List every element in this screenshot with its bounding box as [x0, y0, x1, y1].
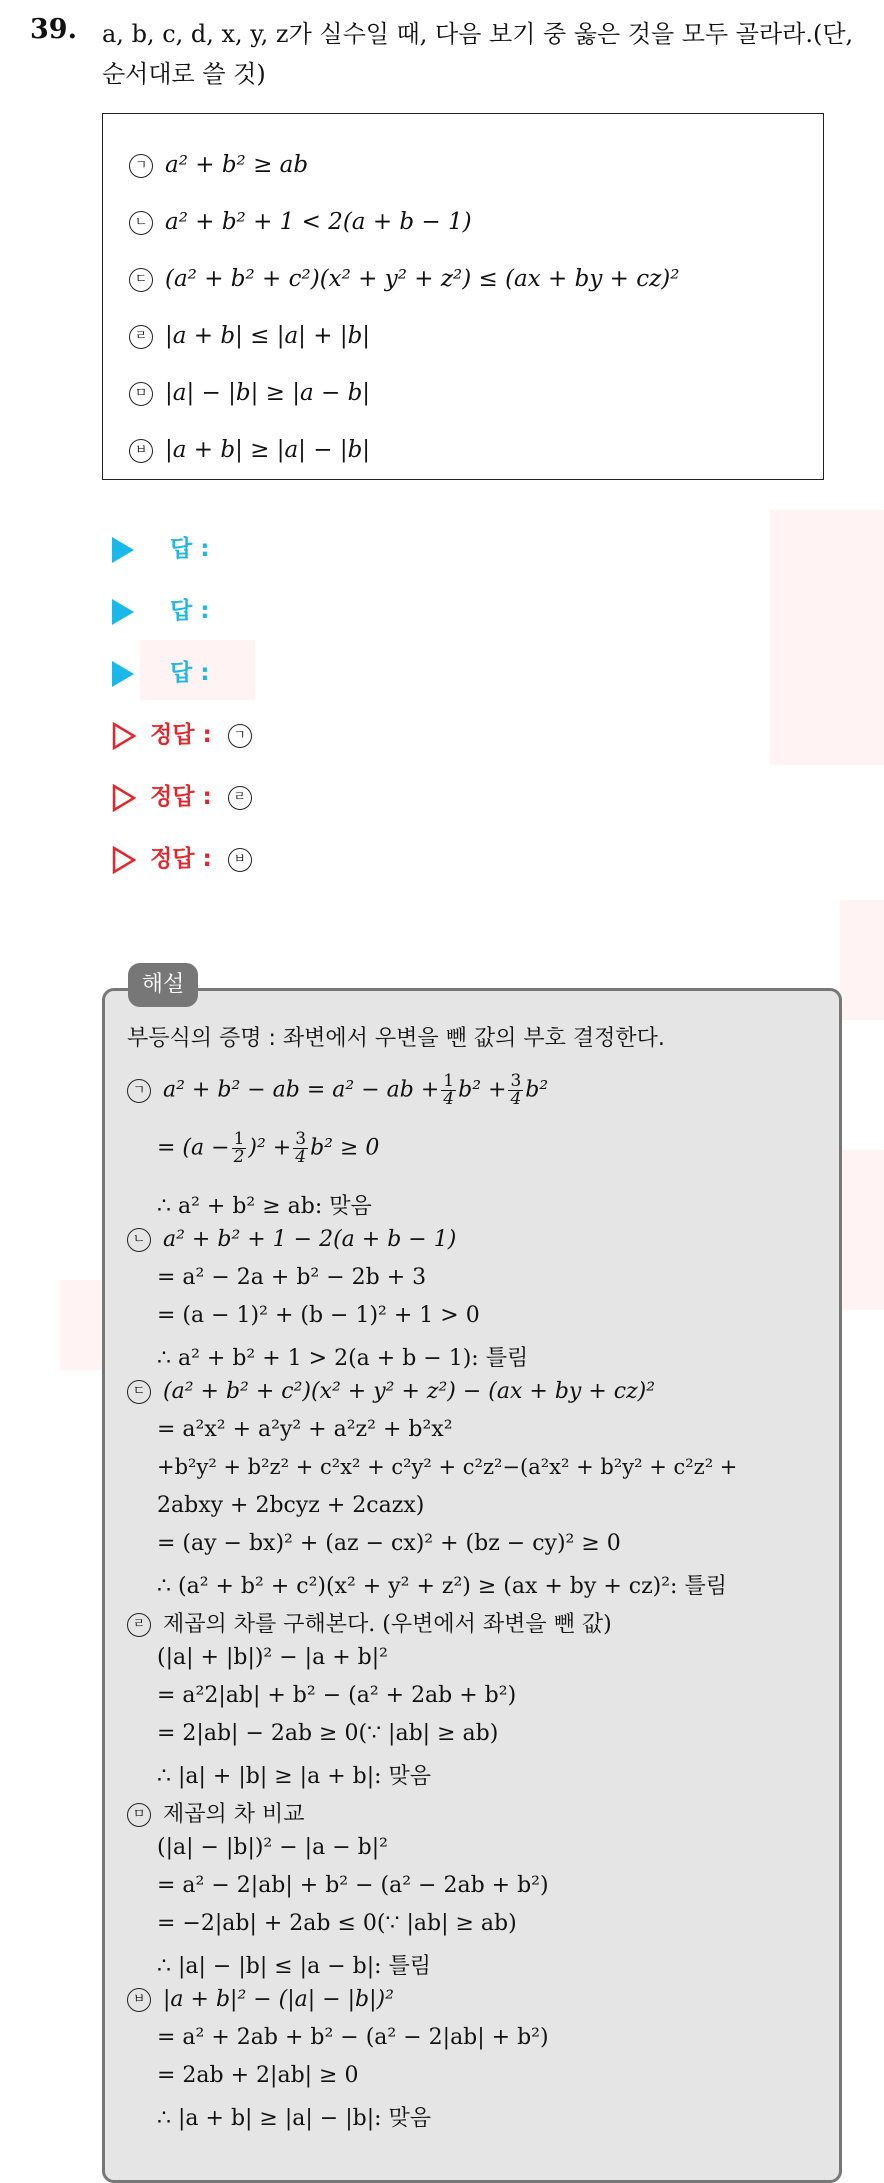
circle-marker-icon: ㄱ — [127, 1079, 151, 1103]
solution-box — [102, 988, 842, 2183]
solution-step-2-line-1 — [127, 1227, 456, 1252]
play-icon — [112, 661, 134, 687]
solution-step-4-line-3: = a²2|ab| + b² − (a² + 2ab + b²) — [157, 1683, 517, 1708]
choice-expr: a² + b² ≥ ab — [165, 152, 309, 178]
solution-step-6-line-1 — [127, 1987, 394, 2012]
answer-blank-label: 답 : — [170, 536, 210, 562]
choice-3 — [129, 266, 679, 292]
circle-marker-icon: ㅁ — [129, 382, 153, 406]
numerator: 1 — [443, 1071, 455, 1091]
circle-marker-icon: ㅂ — [127, 1988, 151, 2012]
math-text: (a² + b² + c²)(x² + y² + z²) − (ax + by + cz)² — [163, 1379, 656, 1404]
circle-marker-icon: ㄹ — [129, 325, 153, 349]
circle-marker-icon: ㄴ — [127, 1228, 151, 1252]
answer-blank-1[interactable] — [112, 530, 209, 563]
solution-step-1-line-1 — [127, 1073, 548, 1108]
fraction — [293, 1131, 308, 1166]
solution-step-5-line-4: = −2|ab| + 2ab ≤ 0(∵ |ab| ≥ ab) — [157, 1911, 517, 1936]
solution-step-5-line-5: ∴ |a| − |b| ≤ |a − b|: 틀림 — [157, 1954, 432, 1979]
denominator: 4 — [510, 1089, 522, 1109]
solution-step-3-line-6: ∴ (a² + b² + c²)(x² + y² + z²) ≥ (ax + by + cz)²: 틀림 — [157, 1574, 727, 1599]
answer-label: 정답 : — [150, 722, 212, 748]
solution-step-3-line-5: = (ay − bx)² + (az − cx)² + (bz − cy)² ≥ 0 — [157, 1531, 621, 1556]
fraction — [232, 1131, 247, 1166]
choice-5 — [129, 380, 370, 406]
solution-step-4-line-1 — [127, 1607, 612, 1638]
math-text: |a + b|² − (|a| − |b|)² — [163, 1987, 394, 2012]
solution-step-4-line-5: ∴ |a| + |b| ≥ |a + b|: 맞음 — [157, 1764, 432, 1789]
circle-marker-icon: ㄴ — [129, 211, 153, 235]
math-text: a² + b² + 1 − 2(a + b − 1) — [163, 1227, 457, 1252]
solution-step-1-line-3: ∴ a² + b² ≥ ab: 맞음 — [157, 1194, 372, 1219]
step-text: 제곱의 차 비교 — [163, 1802, 305, 1827]
choice-expr: (a² + b² + c²)(x² + y² + z²) ≤ (ax + by + cz)² — [165, 266, 680, 292]
choice-1 — [129, 152, 308, 178]
choice-expr: |a + b| ≥ |a| − |b| — [165, 437, 371, 463]
circle-marker-icon: ㄹ — [228, 786, 252, 810]
math-text: a² + b² − ab = a² − ab + — [163, 1077, 440, 1103]
answer-label: 정답 : — [150, 784, 212, 810]
solution-step-4-line-4: = 2|ab| − 2ab ≥ 0(∵ |ab| ≥ ab) — [157, 1721, 499, 1746]
solution-step-4-line-2: (|a| + |b|)² − |a + b|² — [157, 1645, 388, 1670]
math-text: b² ≥ 0 — [310, 1135, 380, 1161]
play-icon — [112, 599, 134, 625]
triangle-outline-icon — [112, 784, 136, 812]
choice-2 — [129, 209, 472, 235]
circle-marker-icon: ㄱ — [228, 724, 252, 748]
numerator: 1 — [233, 1129, 245, 1149]
numerator: 3 — [510, 1071, 522, 1091]
denominator: 4 — [295, 1147, 307, 1167]
solution-step-3-line-4: 2abxy + 2bcyz + 2cazx) — [157, 1493, 425, 1518]
step-text: 제곱의 차를 구해본다. (우변에서 좌변을 뺀 값) — [163, 1612, 612, 1637]
circle-marker-icon: ㄷ — [127, 1380, 151, 1404]
choice-4 — [129, 323, 370, 349]
solution-step-2-line-4: ∴ a² + b² + 1 > 2(a + b − 1): 틀림 — [157, 1346, 529, 1371]
solution-step-3-line-1 — [127, 1379, 655, 1404]
solution-step-6-line-3: = 2ab + 2|ab| ≥ 0 — [157, 2063, 359, 2088]
bg-decoration — [840, 900, 884, 1020]
denominator: 2 — [233, 1147, 245, 1167]
solution-intro: 부등식의 증명 : 좌변에서 우변을 뺀 값의 부호 결정한다. — [127, 1026, 665, 1051]
choices-box — [102, 113, 824, 480]
correct-answer-2 — [112, 778, 252, 812]
solution-step-6-line-2: = a² + 2ab + b² − (a² − 2|ab| + b²) — [157, 2025, 549, 2050]
solution-step-5-line-2: (|a| − |b|)² − |a − b|² — [157, 1835, 388, 1860]
correct-answer-3 — [112, 840, 252, 874]
answer-blank-label: 답 : — [170, 660, 210, 686]
question-text: a, b, c, d, x, y, z가 실수일 때, 다음 보기 중 옳은 것을 모두 골라라.(단, 순서대로 쓸 것) — [102, 20, 854, 88]
answer-label: 정답 : — [150, 846, 212, 872]
solution-step-1-line-2 — [157, 1131, 379, 1166]
solution-step-3-line-2: = a²x² + a²y² + a²z² + b²x² — [157, 1417, 453, 1442]
circle-marker-icon: ㄹ — [127, 1613, 151, 1637]
fraction — [508, 1073, 523, 1108]
choice-expr: a² + b² + 1 < 2(a + b − 1) — [165, 209, 472, 235]
choice-6 — [129, 437, 370, 463]
answer-blank-label: 답 : — [170, 598, 210, 624]
circle-marker-icon: ㅂ — [129, 439, 153, 463]
triangle-outline-icon — [112, 846, 136, 874]
solution-step-2-line-2: = a² − 2a + b² − 2b + 3 — [157, 1265, 427, 1290]
circle-marker-icon: ㄱ — [129, 154, 153, 178]
math-text: b² + — [458, 1077, 507, 1103]
play-icon — [112, 537, 134, 563]
math-text: )² + — [248, 1135, 292, 1161]
solution-tag: 해설 — [128, 963, 198, 1007]
solution-step-6-line-4: ∴ |a + b| ≥ |a| − |b|: 맞음 — [157, 2106, 432, 2131]
fraction — [441, 1073, 456, 1108]
denominator: 4 — [443, 1089, 455, 1109]
solution-step-2-line-3: = (a − 1)² + (b − 1)² + 1 > 0 — [157, 1303, 480, 1328]
solution-step-5-line-1 — [127, 1797, 305, 1828]
triangle-outline-icon — [112, 722, 136, 750]
math-text: = (a − — [157, 1135, 230, 1161]
answer-blank-3[interactable] — [112, 654, 209, 687]
circle-marker-icon: ㅂ — [228, 848, 252, 872]
correct-answer-1 — [112, 716, 252, 750]
circle-marker-icon: ㄷ — [129, 268, 153, 292]
question-number: 39. — [30, 14, 77, 45]
circle-marker-icon: ㅁ — [127, 1803, 151, 1827]
choice-expr: |a| − |b| ≥ |a − b| — [165, 380, 371, 406]
numerator: 3 — [295, 1129, 307, 1149]
math-text: b² — [525, 1077, 549, 1103]
choice-expr: |a + b| ≤ |a| + |b| — [165, 323, 371, 349]
answer-blank-2[interactable] — [112, 592, 209, 625]
bg-decoration — [770, 510, 884, 765]
solution-step-3-line-3: +b²y² + b²z² + c²x² + c²y² + c²z²−(a²x² + b²y² + c²z² + — [157, 1455, 738, 1479]
solution-step-5-line-3: = a² − 2|ab| + b² − (a² − 2ab + b²) — [157, 1873, 549, 1898]
